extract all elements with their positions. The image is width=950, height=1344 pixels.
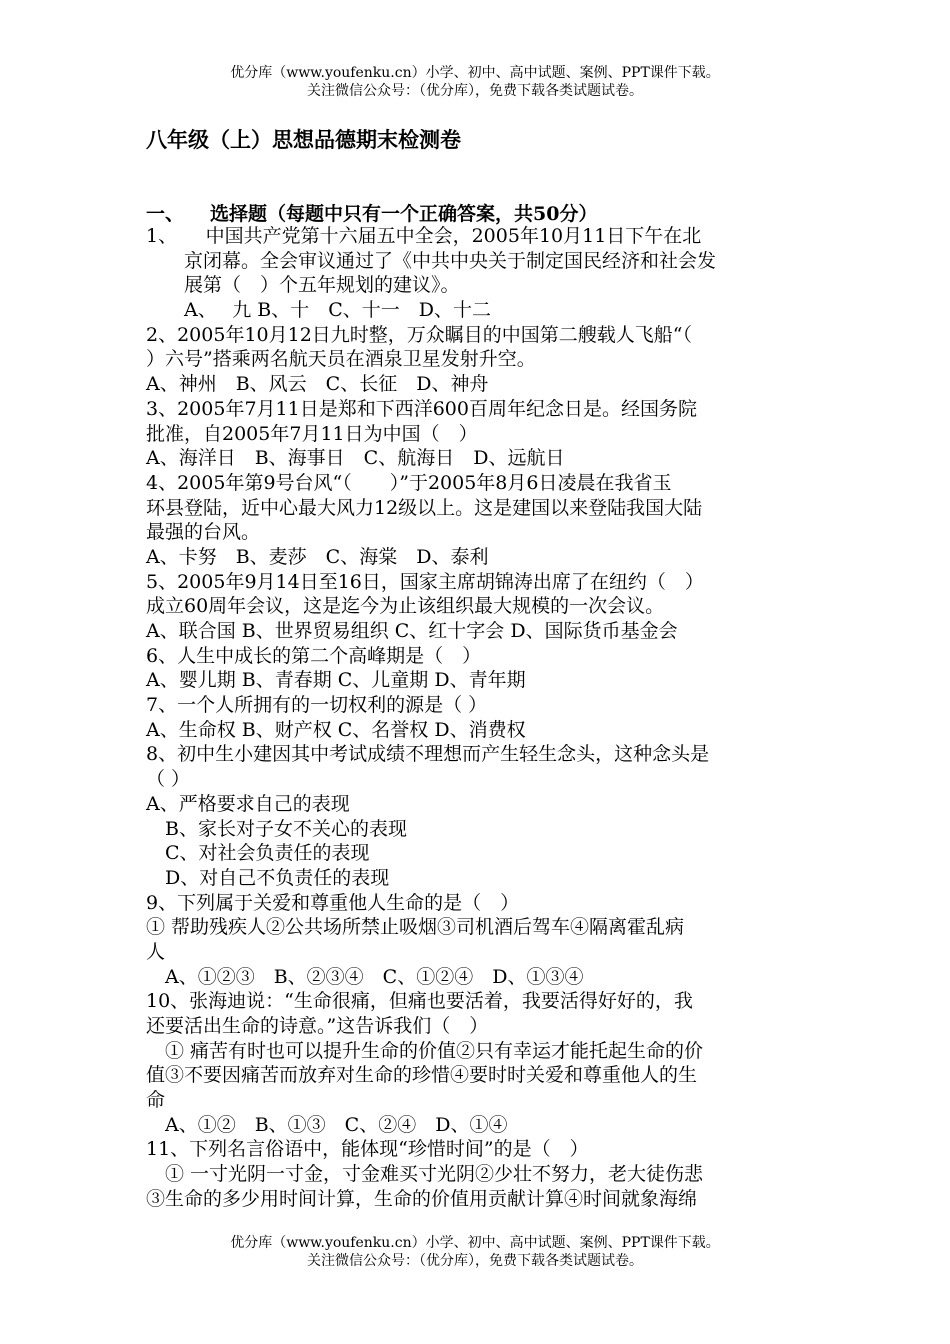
text-line: 展第（ ）个五年规划的建议》。: [146, 274, 460, 297]
text-line: ③生命的多少用时间计算，生命的价值用贡献计算④时间就象海绵: [146, 1187, 698, 1210]
footer-line-1: 优分库（www.youfenku.cn）小学、初中、高中试题、案例、PPT课件下载。: [230, 1235, 720, 1251]
text-line: 3、2005年7月11日是郑和下西洋600百周年纪念日是。经国务院: [146, 397, 697, 420]
text-line: 环县登陆，近中心最大风力12级以上。这是建国以来登陆我国大陆: [146, 496, 703, 519]
header-line-2: 关注微信公众号：（优分库），免费下载各类试题试卷。: [307, 83, 643, 99]
header-line-1: 优分库（www.youfenku.cn）小学、初中、高中试题、案例、PPT课件下载。: [230, 65, 720, 81]
text-line: （ ）: [146, 768, 191, 791]
text-line: C、对社会负责任的表现: [146, 842, 370, 865]
text-line: A、海洋日 B、海事日 C、航海日 D、远航日: [146, 447, 565, 470]
text-line: B、家长对子女不关心的表现: [146, 817, 407, 840]
text-line: 1、 中国共产党第十六届五中全会，2005年10月11日下午在北: [146, 225, 702, 247]
section-heading: [146, 199, 597, 226]
page-header: [0, 64, 950, 100]
text-line: ① 痛苦有时也可以提升生命的价值②只有幸运才能托起生命的价: [146, 1039, 704, 1062]
text-line: A、联合国 B、世界贸易组织 C、红十字会 D、国际货币基金会: [146, 620, 678, 642]
text-line: 批准，自2005年7月11日为中国（ ）: [146, 422, 478, 445]
text-line: 9、下列属于关爱和尊重他人生命的是（ ）: [146, 891, 520, 914]
text-line: A、①② B、①③ C、②④ D、①④: [146, 1113, 508, 1136]
text-line: ① 一寸光阴一寸金，寸金难买寸光阴②少壮不努力，老大徒伤悲: [146, 1163, 704, 1186]
text-line: 成立60周年会议，这是迄今为止该组织最大规模的一次会议。: [146, 595, 665, 618]
page-footer: [0, 1234, 950, 1270]
text-line: 京闭幕。全会审议通过了《中共中央关于制定国民经济和社会发: [146, 249, 717, 272]
text-line: 最强的台风。: [146, 521, 261, 544]
text-line: 8、初中生小建因其中考试成绩不理想而产生轻生念头，这种念头是: [146, 743, 710, 766]
section-number: 一、: [146, 203, 185, 225]
text-line: D、对自己不负责任的表现: [146, 866, 390, 889]
text-line: 6、人生中成长的第二个高峰期是（ ）: [146, 644, 482, 667]
text-line: 还要活出生命的诗意。”这告诉我们（ ）: [146, 1015, 489, 1037]
text-line: A、神州 B、风云 C、长征 D、神舟: [146, 373, 489, 396]
text-line: 7、一个人所拥有的一切权利的源是（ ）: [146, 694, 488, 717]
text-line: A、婴儿期 B、青春期 C、儿童期 D、青年期: [146, 669, 526, 692]
text-line: A、严格要求自己的表现: [146, 792, 350, 815]
text-line: 11、下列名言俗语中，能体现“珍惜时间”的是（ ）: [146, 1138, 589, 1161]
text-line: 10、张海迪说：“生命很痛，但痛也要活着，我要活得好好的，我: [146, 990, 693, 1013]
section-label: 选择题（每题中只有一个正确答案，共50分）: [210, 203, 598, 225]
text-line: 5、2005年9月14日至16日，国家主席胡锦涛出席了在纽约（ ）: [146, 570, 704, 593]
footer-line-2: 关注微信公众号：（优分库），免费下载各类试题试卷。: [307, 1253, 643, 1269]
text-line: ① 帮助残疾人②公共场所禁止吸烟③司机酒后驾车④隔离霍乱病: [146, 916, 685, 939]
text-line: A、生命权 B、财产权 C、名誉权 D、消费权: [146, 718, 526, 741]
text-line: A、①②③ B、②③④ C、①②④ D、①③④: [146, 965, 584, 988]
text-line: A、卡努 B、麦莎 C、海棠 D、泰利: [146, 545, 489, 568]
text-line: 人: [146, 940, 166, 963]
text-line: 4、2005年第9号台风“（ ）”于2005年8月6日凌晨在我省玉: [146, 471, 672, 494]
text-line: 2、2005年10月12日九时整，万众瞩目的中国第二艘载人飞船“（: [146, 323, 693, 346]
question-list: [146, 224, 814, 1212]
text-line: 值③不要因痛苦而放弃对生命的珍惜④要时时关爱和尊重他人的生: [146, 1064, 698, 1087]
text-line: A、 九 B、十 C、十一 D、十二: [146, 299, 492, 322]
text-line: ）六号”搭乘两名航天员在酒泉卫星发射升空。: [146, 348, 536, 371]
text-line: 命: [146, 1089, 166, 1112]
document-title: 八年级（上）思想品德期末检测卷: [146, 127, 461, 152]
